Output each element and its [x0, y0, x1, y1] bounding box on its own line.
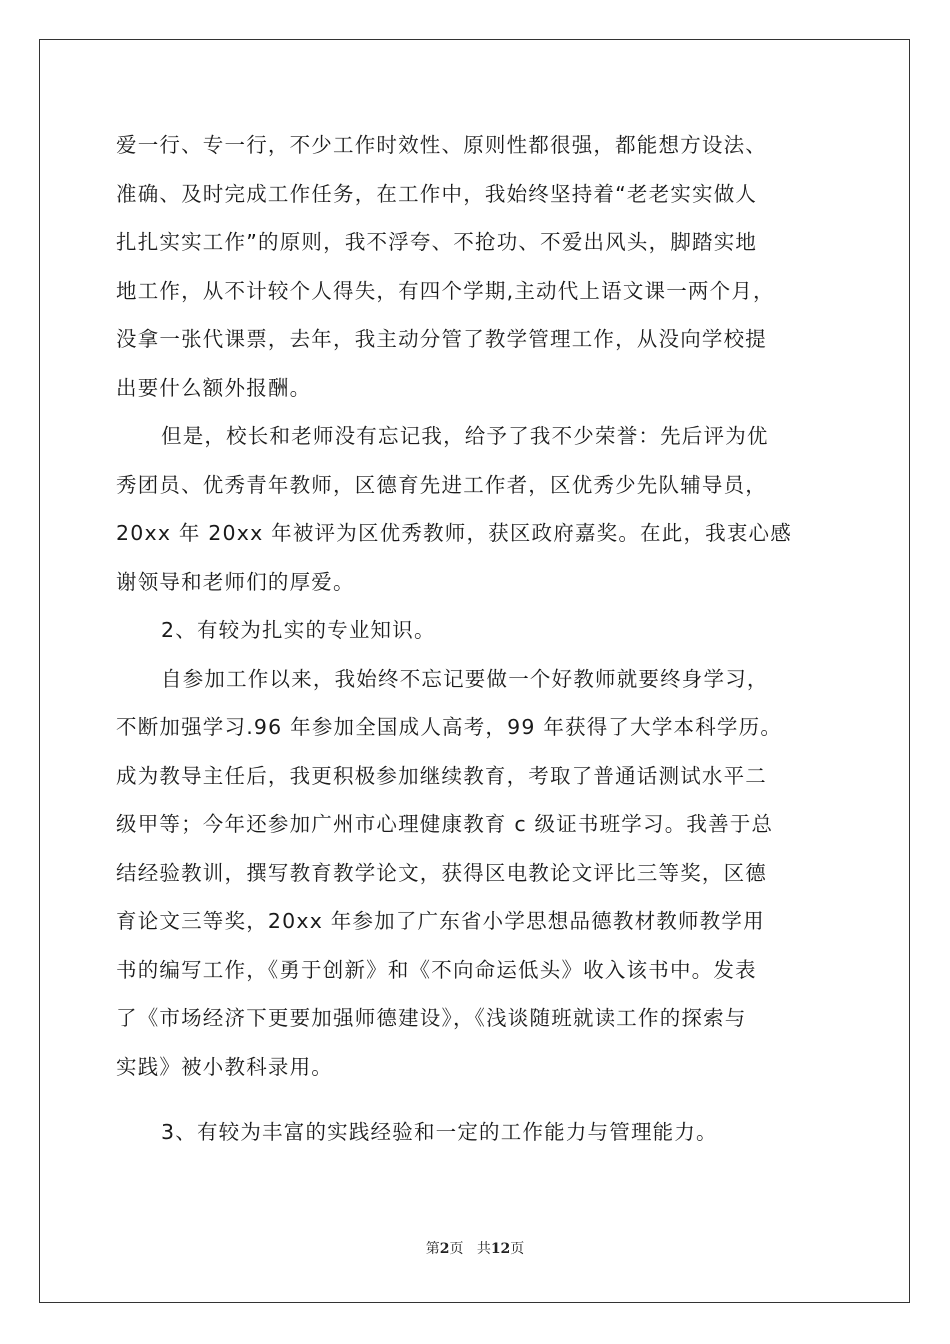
section-heading: 3、有较为丰富的实践经验和一定的工作能力与管理能力。 — [161, 1120, 718, 1144]
text-line: 自参加工作以来，我始终不忘记要做一个好教师就要终身学习， — [161, 666, 769, 691]
page-label-suffix: 页 — [449, 1241, 464, 1257]
page-current: 2 — [439, 1241, 450, 1257]
text-line: 准确、及时完成工作任务，在工作中，我始终坚持着“老老实实做人 — [116, 181, 758, 206]
text-line: 书的编写工作，《勇于创新》和《不向命运低头》收入该书中。发表 — [116, 957, 757, 982]
text-line: 谢领导和老师们的厚爱。 — [116, 569, 355, 594]
text-line: 秀团员、优秀青年教师，区德育先进工作者，区优秀少先队辅导员， — [116, 472, 767, 497]
text-line: 了《市场经济下更要加强师德建设》，《浅谈随班就读工作的探索与 — [116, 1006, 747, 1030]
total-label-prefix: 共 — [476, 1241, 491, 1257]
text-line: 成为教导主任后，我更积极参加继续教育，考取了普通话测试水平二 — [116, 763, 767, 788]
page-footer — [0, 1238, 950, 1258]
text-line: 扎扎实实工作”的原则，我不浮夸、不抢功、不爱出风头，脚踏实地 — [116, 230, 758, 254]
text-line: 20xx 年 20xx 年被评为区优秀教师，获区政府嘉奖。在此，我衷心感 — [116, 521, 792, 545]
text-line: 结经验教训，撰写教育教学论文，获得区电教论文评比三等奖，区德 — [116, 860, 767, 885]
text-line: 级甲等；今年还参加广州市心理健康教育 c 级证书班学习。我善于总 — [116, 812, 774, 836]
section-heading: 2、有较为扎实的专业知识。 — [161, 618, 436, 642]
text-line: 不断加强学习.96 年参加全国成人高考，99 年获得了大学本科学历。 — [116, 715, 783, 739]
document-body — [116, 121, 836, 1157]
page-label-prefix: 第 — [425, 1241, 440, 1257]
text-line: 爱一行、专一行，不少工作时效性、原则性都很强，都能想方设法、 — [116, 133, 767, 157]
text-line: 没拿一张代课票，去年，我主动分管了教学管理工作，从没向学校提 — [116, 327, 767, 351]
text-line: 出要什么额外报酬。 — [116, 375, 312, 400]
text-line: 但是，校长和老师没有忘记我，给予了我不少荣誉：先后评为优 — [161, 424, 769, 448]
text-line: 育论文三等奖，20xx 年参加了广东省小学思想品德教材教师教学用 — [116, 909, 765, 933]
text-line: 地工作，从不计较个人得失，有四个学期,主动代上语文课一两个月， — [116, 278, 775, 303]
page-total: 12 — [490, 1241, 511, 1257]
total-label-suffix: 页 — [510, 1241, 525, 1257]
text-line: 实践》被小教科录用。 — [116, 1054, 333, 1079]
